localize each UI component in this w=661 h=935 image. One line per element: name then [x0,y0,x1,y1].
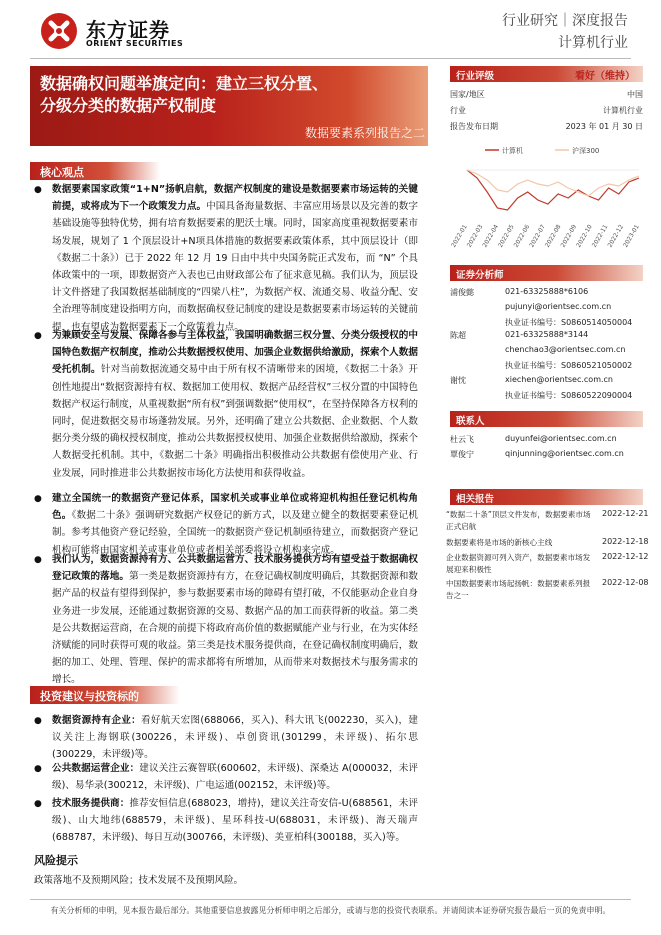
core-bullet-1 [52,181,418,336]
x-tick-label: 2022-05 [497,223,516,249]
analyst-phone: 021-63325888*3144 [505,330,589,339]
x-tick-label: 2023-01 [622,223,641,249]
analyst-name: 谢忱 [450,376,466,385]
invest-lead: 数据资源持有企业： [52,715,142,726]
legend-label: 沪深300 [572,147,600,155]
invest-item-2 [52,760,418,794]
logo-english: ORIENT SECURITIES [86,39,184,48]
analysts-bar [450,265,643,281]
invest-lead: 技术服务提供商： [52,798,130,809]
x-tick-label: 2022-03 [465,223,485,249]
contact-name: 杜云飞 [450,435,474,444]
related-report-link[interactable]: 中国数据要素市场起扬帆：数据要素系列报告之一 [446,579,591,600]
x-tick-label: 2022-09 [559,223,579,249]
legend-label: 计算机 [502,147,523,155]
series-line-2 [467,170,639,196]
bullet-icon: ● [34,799,42,809]
bullet-body: 针对当前数据流通交易中由于所有权不清晰带来的困境，《数据二十条》开创性地提出“数据资源持有权、数据加工使用权、数据产品经营权”三权分置的中国特色数据产权运行制度，从重视数据“所有权”到强调数据“使用权”，在坚持保障各方权利的同时，促进数据交易市场蓬勃发展。另外，还明确了建立公共数据、企业数据、个人数据分类分级的确权授权制度，推动公共数据授权使用、加强企业数据供给激励，探索个人数据受托机制。其中，《数据二十条》明确指出积极推动公共数据有偿使用产业、行业发展，同时推进非公共数据按市场化方法使用和获得收益。 [52,364,418,479]
invest-body: 建议关注云赛智联(600602，未评级)、深桑达 A(000032，未评级)、易华录(300212，未评级)、广电运通(002152，未评级)等。 [52,763,418,792]
x-tick-label: 2022-04 [481,223,501,249]
contact-name: 覃俊宁 [450,450,474,459]
related-report-link[interactable]: 数据要素将是市场的新核心主线 [446,538,553,547]
info-value: 2023 年 01 月 30 日 [565,122,643,131]
bullet-icon: ● [34,331,42,341]
x-tick-label: 2022-06 [512,223,532,249]
info-key: 报告发布日期 [450,122,498,131]
performance-chart [450,142,645,262]
bullet-lead: 数据要素国家政策“1+N”扬帆启航，数据产权制度的建设是数据要素市场运转的关键前提，或将成为下一个政策发力点。 [52,184,418,213]
bullet-icon: ● [34,764,42,774]
contact-email: duyunfei@orientsec.com.cn [505,434,617,443]
analyst-cert: 执业证书编号：S0860522090004 [505,391,633,400]
bullet-body: 中国具备海量数据、丰富应用场景以及完善的数字基础设施等独特优势，拥有培育数据要素的肥沃土壤。同时，国家高度重视数据要素市场发展，规划了 1 个顶层设计+N项具体措施的数据要素政策体系，其中顶层设计（即《数据二十条》）已于 2022 年 12 月 19 日由中共中央国务院正式发布，而 “N” 个具体政策中的一项，即数据资产入表也已由财政部公布了征求意见稿。我们认为，顶层设计文件搭建了我国数据基础制度的“四梁八柱”，为数据产权、流通交易、收益分配、安全治理等制度建设指明方向，而数据确权登记制度的建设是数据要素市场运转的关键前提，也有望成为数据要素下一个政策着力点。 [52,201,419,333]
risk-title: 风险提示 [34,854,78,867]
info-value: 计算机行业 [603,106,643,115]
bullet-body: 《数据二十条》强调研究数据产权登记的新方式，以及建立健全的数据要素登记机制。参考其他资产登记经验，全国统一的数据资产登记机制亟待建立，而数据资产登记机构可能将由国家机关或事业单位或者相关部委将设立机构来完成。 [52,510,419,556]
invest-header [30,686,180,704]
footer-divider [30,899,631,900]
bullet-icon: ● [34,716,42,726]
analyst-cert: 执业证书编号：S0860521050002 [505,361,633,370]
contacts-bar [450,411,643,427]
bullet-body: 第一类是数据资源持有方，在登记确权制度明确后，其数据资源和数据产品的权益有望得到保护，参与数据要素市场的障碍有望打破，不仅能驱动企业自身业务进一步发展，还能通过数据资源的交易、数据产品的加工而获得新的收益。第二类是公共数据运营商，在合规的前提下将政府高价值的数据赋能产业与行业，在为实体经济赋能的同时获得可观的收益。第三类是技术服务提供商，在登记确权制度明确后，数据的加工、处理、管理、保护的需求都将有所增加，从而带来对数据技术与服务需求的增长。 [52,571,419,686]
header-divider [30,58,631,59]
analyst-name: 陈超 [450,331,466,340]
related-report-link[interactable]: 企业数据资源可列入资产，数据要素市场发展迎来积极性 [446,553,591,574]
analysts-title: 证券分析师 [456,270,504,281]
invest-body: 推荐安恒信息(688023，增持)，建议关注奇安信-U(688561，未评级)、山大地纬(688579，未评级)、星环科技-U(688031，未评级)、海天瑞声(688787，未评级)、每日互动(300766，未评级)、美亚柏科(300188，买入)等。 [52,798,419,844]
bullet-icon: ● [34,185,42,195]
analyst-cert: 执业证书编号：S0860514050004 [505,318,633,327]
x-tick-label: 2022-10 [575,223,594,249]
x-tick-label: 2022-12 [606,223,626,249]
bullet-lead: 建立全国统一的数据资产登记体系，国家机关或事业单位或将迎机构担任登记机构角色。 [52,493,418,522]
logo-icon [40,12,78,50]
industry-name: 计算机行业 [558,35,628,51]
core-bullet-2 [52,327,418,482]
info-key: 行业 [450,106,466,115]
analyst-email: xiechen@orientsec.com.cn [505,375,614,384]
rating-value: 看好（维持） [575,71,635,82]
x-tick-label: 2022-07 [528,223,547,249]
x-tick-label: 2022-08 [543,223,563,249]
related-report-date: 2022-12-08 [602,578,649,587]
related-report-date: 2022-12-18 [602,537,649,546]
core-view-title: 核心观点 [40,166,84,179]
footer-disclaimer: 有关分析师的申明，见本报告最后部分。其他重要信息披露见分析师申明之后部分，或请与您的投资代表联系。并请阅读本证券研究报告最后一页的免责申明。 [50,906,611,915]
bullet-lead: 为兼顾安全与发展、保障各参与主体权益，我国明确数据三权分置、分类分级授权的中国特色数据产权制度，推动公共数据授权使用、加强企业数据供给激励，探索个人数据受托机制。 [52,330,418,376]
invest-title: 投资建议与投资标的 [40,690,139,703]
logo-chinese: 东方证券 [86,18,170,42]
invest-body: 看好航天宏图(688066，买入)、科大讯飞(002230，买入)，建议关注上海钢联(300226，未评级)、卓创资讯(301299，未评级)、拓尔思(300229，未评级)等。 [52,715,419,761]
info-value: 中国 [627,90,643,99]
invest-item-3 [52,795,418,847]
analyst-name: 浦俊懿 [450,288,474,297]
bullet-icon: ● [34,494,42,504]
report-category: 行业研究｜深度报告 [502,13,628,29]
related-bar [450,489,643,505]
related-report-link[interactable]: “数据二十条”顶层文件发布，数据要素市场正式启航 [446,510,591,531]
contact-email: qinjunning@orientsec.com.cn [505,449,624,458]
bullet-icon: ● [34,555,42,565]
related-title: 相关报告 [456,494,495,505]
report-title-line1: 数据确权问题举旗定向：建立三权分置、 [40,74,329,93]
core-bullet-4 [52,551,418,689]
risk-text: 政策落地不及预期风险；技术发展不及预期风险。 [34,875,244,886]
contacts-title: 联系人 [456,416,485,427]
core-bullet-3 [52,490,418,559]
related-report-date: 2022-12-12 [602,552,649,561]
invest-item-1 [52,712,418,764]
bullet-lead: 我们认为，数据资源持有方、公共数据运营方、技术服务提供方均有望受益于数据确权登记政策的落地。 [52,554,418,583]
related-report-date: 2022-12-21 [602,509,649,518]
series-line-1 [467,170,639,210]
invest-lead: 公共数据运营企业： [52,763,140,774]
info-key: 国家/地区 [450,90,485,99]
x-tick-label: 2022-11 [590,223,610,249]
report-series: 数据要素系列报告之二 [304,126,425,140]
rating-label: 行业评级 [456,71,495,82]
x-tick-label: 2022-01 [450,223,469,249]
core-view-header [30,162,160,180]
report-title-line2: 分级分类的数据产权制度 [40,96,217,115]
logo [40,12,240,52]
analyst-phone: 021-63325888*6106 [505,287,589,296]
analyst-email: pujunyi@orientsec.com.cn [505,302,612,311]
analyst-email: chenchao3@orientsec.com.cn [505,345,626,354]
